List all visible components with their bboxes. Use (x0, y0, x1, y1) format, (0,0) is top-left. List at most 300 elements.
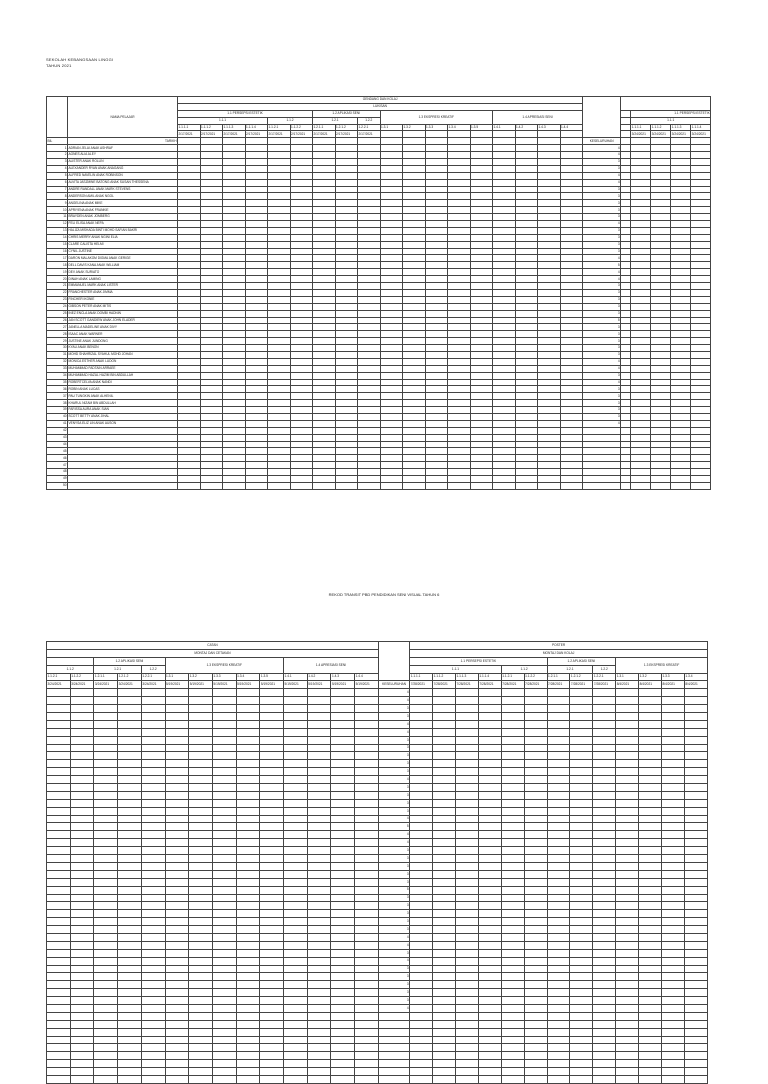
table-cell (290, 317, 313, 324)
table-cell (284, 870, 308, 878)
table-cell (631, 227, 651, 234)
table-cell (478, 862, 501, 870)
table-cell (284, 933, 308, 941)
table-cell (223, 393, 246, 400)
table-cell (671, 200, 691, 207)
table-cell (560, 165, 583, 172)
table-cell (493, 289, 516, 296)
table-cell (403, 234, 426, 241)
table-cell (355, 918, 379, 926)
table-cell (515, 317, 538, 324)
table-cell (355, 957, 379, 965)
student-name (68, 427, 178, 434)
table-cell (331, 1004, 355, 1012)
table-cell (200, 241, 223, 248)
table-cell (425, 145, 448, 152)
table-cell (94, 1020, 118, 1028)
table-cell (70, 752, 94, 760)
table-cell (313, 372, 336, 379)
table-cell (189, 705, 213, 713)
table-cell (448, 455, 471, 462)
table-cell (165, 878, 189, 886)
table-cell (661, 705, 684, 713)
table-cell (284, 1075, 308, 1083)
table-cell (616, 799, 639, 807)
table-cell (358, 296, 381, 303)
table-cell (355, 847, 379, 855)
code-header: 1.3.1 (165, 673, 189, 681)
table-cell (178, 393, 201, 400)
table-cell (47, 1060, 71, 1068)
table-cell (448, 262, 471, 269)
table-cell (94, 941, 118, 949)
table-cell (260, 847, 284, 855)
table-cell (560, 179, 583, 186)
table-cell (118, 886, 142, 894)
table-cell (684, 981, 707, 989)
code-header: 1.1.2.2 (524, 673, 547, 681)
overall-level: 4 (583, 276, 621, 283)
table-cell (560, 255, 583, 262)
table-cell (284, 768, 308, 776)
table-cell (425, 303, 448, 310)
table-cell (313, 165, 336, 172)
table-cell (501, 831, 524, 839)
table-cell (560, 172, 583, 179)
subgroup-header: 1.1.2 (268, 117, 313, 124)
table-cell (165, 855, 189, 863)
student-row (47, 358, 711, 365)
table-cell (236, 886, 260, 894)
student-row (47, 949, 708, 957)
table-cell (515, 303, 538, 310)
table-cell (223, 400, 246, 407)
group-header: 1.4 APRESIASI SENI (284, 657, 379, 673)
table-cell (616, 973, 639, 981)
table-cell (547, 894, 570, 902)
table-cell (355, 862, 379, 870)
table-cell (260, 894, 284, 902)
table-cell (593, 957, 616, 965)
table-cell (455, 768, 478, 776)
table-cell (621, 358, 631, 365)
table-cell (524, 926, 547, 934)
student-row (47, 193, 711, 200)
student-number: 36 (47, 386, 68, 393)
table-cell (671, 303, 691, 310)
table-cell (478, 831, 501, 839)
table-cell (691, 482, 711, 489)
student-number: 7 (47, 186, 68, 193)
table-cell (358, 221, 381, 228)
table-cell (284, 815, 308, 823)
table-cell (212, 752, 236, 760)
overall-level: 3 (583, 393, 621, 400)
table-cell (403, 289, 426, 296)
table-cell (47, 823, 71, 831)
table-cell (260, 1020, 284, 1028)
table-cell (448, 358, 471, 365)
table-cell (141, 1075, 165, 1083)
table-cell (118, 1044, 142, 1052)
table-cell (515, 407, 538, 414)
table-cell (524, 855, 547, 863)
table-cell (639, 736, 662, 744)
table-cell (691, 241, 711, 248)
table-cell (335, 227, 358, 234)
table-cell (410, 894, 433, 902)
table-cell (455, 957, 478, 965)
table-cell (260, 981, 284, 989)
table-cell (639, 997, 662, 1005)
table-cell (165, 1036, 189, 1044)
table-cell (621, 386, 631, 393)
table-cell (448, 462, 471, 469)
table-cell (410, 760, 433, 768)
table-cell (70, 736, 94, 744)
table-cell (631, 331, 651, 338)
overall-level: 3 (378, 878, 409, 886)
table-cell (684, 776, 707, 784)
table-cell (335, 358, 358, 365)
table-cell (684, 1012, 707, 1020)
table-cell (639, 720, 662, 728)
table-cell (538, 310, 561, 317)
table-cell (455, 847, 478, 855)
table-cell (236, 1075, 260, 1083)
table-cell (47, 776, 71, 784)
table-cell (189, 815, 213, 823)
table-cell (178, 262, 201, 269)
table-cell (165, 847, 189, 855)
table-cell (448, 469, 471, 476)
table-cell (621, 165, 631, 172)
table-cell (493, 372, 516, 379)
table-cell (639, 855, 662, 863)
table-cell (616, 949, 639, 957)
table-cell (284, 799, 308, 807)
table-cell (616, 997, 639, 1005)
table-cell (223, 386, 246, 393)
table-cell (691, 227, 711, 234)
table-cell (200, 289, 223, 296)
table-cell (307, 886, 331, 894)
table-cell (290, 441, 313, 448)
table-cell (651, 138, 671, 145)
table-cell (313, 441, 336, 448)
table-cell (524, 839, 547, 847)
table-cell (307, 902, 331, 910)
table-cell (470, 310, 493, 317)
table-cell (245, 365, 268, 372)
table-cell (691, 338, 711, 345)
table-cell (165, 752, 189, 760)
student-name (68, 441, 178, 448)
table-cell (189, 720, 213, 728)
table-cell (560, 241, 583, 248)
table-cell (661, 957, 684, 965)
table-cell (651, 331, 671, 338)
table-cell (651, 351, 671, 358)
table-cell (189, 1075, 213, 1083)
table-cell (245, 482, 268, 489)
table-cell (448, 296, 471, 303)
student-row (47, 941, 708, 949)
date-cell: 5/19/2021 (331, 681, 355, 689)
group-header: 1.2 APLIKASI SENI (547, 657, 616, 665)
table-cell (616, 736, 639, 744)
table-cell (478, 847, 501, 855)
student-row (47, 870, 708, 878)
section-title: GENDANG DAN KOLAJ (178, 97, 583, 104)
table-cell (223, 248, 246, 255)
overall-level: 3 (583, 331, 621, 338)
date-cell: 8/4/2021 (661, 681, 684, 689)
student-row (47, 989, 708, 997)
date-cell: 3/24/2021 (141, 681, 165, 689)
table-cell (189, 949, 213, 957)
student-row (47, 807, 708, 815)
table-cell (691, 345, 711, 352)
table-cell (358, 331, 381, 338)
table-cell (118, 941, 142, 949)
table-cell (547, 862, 570, 870)
table-cell (118, 989, 142, 997)
table-cell (358, 303, 381, 310)
table-cell (524, 1044, 547, 1052)
table-cell (538, 172, 561, 179)
table-cell (684, 870, 707, 878)
table-cell (178, 303, 201, 310)
table-cell (455, 855, 478, 863)
table-cell (410, 878, 433, 886)
table-cell (524, 886, 547, 894)
table-cell (165, 997, 189, 1005)
table-cell (165, 815, 189, 823)
table-cell (515, 448, 538, 455)
table-cell (268, 159, 291, 166)
table-cell (189, 894, 213, 902)
table-cell (403, 269, 426, 276)
table-cell (501, 855, 524, 863)
table-cell (178, 276, 201, 283)
table-cell (538, 165, 561, 172)
table-cell (189, 926, 213, 934)
table-cell (684, 862, 707, 870)
table-cell (200, 207, 223, 214)
student-number: 2 (47, 152, 68, 159)
table-cell (290, 324, 313, 331)
table-cell (671, 420, 691, 427)
table-cell (455, 697, 478, 705)
table-cell (671, 338, 691, 345)
table-cell (425, 310, 448, 317)
table-cell (236, 807, 260, 815)
table-cell (380, 448, 403, 455)
code-row (47, 673, 708, 681)
table-cell (560, 324, 583, 331)
table-cell (245, 214, 268, 221)
student-number: 45 (47, 448, 68, 455)
table-cell (455, 815, 478, 823)
student-number: 20 (47, 276, 68, 283)
table-cell (358, 372, 381, 379)
table-cell (284, 1020, 308, 1028)
table-cell (260, 760, 284, 768)
table-cell (616, 697, 639, 705)
table-cell (47, 878, 71, 886)
group-header: 1.1 PERSEPSI ESTETIK (410, 657, 547, 665)
table-cell (433, 768, 456, 776)
student-row (47, 689, 708, 697)
table-cell (245, 351, 268, 358)
table-cell (355, 752, 379, 760)
table-cell (331, 973, 355, 981)
table-cell (268, 310, 291, 317)
table-cell (501, 957, 524, 965)
group-header: 1.4 APRESIASI SENI (493, 110, 583, 124)
table-cell (245, 255, 268, 262)
table-cell (639, 1036, 662, 1044)
table-cell (268, 152, 291, 159)
table-cell (493, 386, 516, 393)
table-cell (560, 221, 583, 228)
table-cell (307, 768, 331, 776)
table-cell (165, 894, 189, 902)
table-cell (639, 815, 662, 823)
table-cell (470, 131, 493, 138)
table-cell (470, 413, 493, 420)
table-cell (493, 200, 516, 207)
table-cell (290, 413, 313, 420)
table-cell (661, 918, 684, 926)
table-cell (403, 448, 426, 455)
table-cell (455, 1075, 478, 1083)
student-number: 32 (47, 358, 68, 365)
table-cell (47, 799, 71, 807)
table-cell (335, 248, 358, 255)
table-cell (616, 1068, 639, 1076)
table-cell (493, 172, 516, 179)
table-cell (223, 482, 246, 489)
table-cell (118, 831, 142, 839)
table-cell (661, 933, 684, 941)
table-cell (671, 400, 691, 407)
overall-level: 4 (378, 831, 409, 839)
table-cell (141, 807, 165, 815)
table-cell (631, 221, 651, 228)
table-cell (455, 1036, 478, 1044)
table-cell (178, 455, 201, 462)
table-cell (268, 241, 291, 248)
student-number: 35 (47, 379, 68, 386)
table-cell (538, 427, 561, 434)
table-cell (47, 97, 68, 138)
table-cell (47, 791, 71, 799)
table-cell (661, 799, 684, 807)
table-cell (560, 434, 583, 441)
table-cell (212, 949, 236, 957)
table-cell (684, 1060, 707, 1068)
table-cell (455, 910, 478, 918)
table-cell (570, 784, 593, 792)
table-cell (165, 973, 189, 981)
table-cell (671, 441, 691, 448)
table-cell (189, 878, 213, 886)
table-cell (651, 358, 671, 365)
table-cell (448, 138, 471, 145)
table-cell (307, 784, 331, 792)
table-cell (661, 894, 684, 902)
student-name: AGNES ALIA ALEY (68, 152, 178, 159)
table-cell (661, 989, 684, 997)
table-cell (223, 345, 246, 352)
table-cell (493, 413, 516, 420)
table-cell (260, 713, 284, 721)
table-cell (631, 255, 651, 262)
table-cell (358, 482, 381, 489)
table-cell (380, 413, 403, 420)
table-cell (448, 159, 471, 166)
table-cell (307, 1020, 331, 1028)
table-cell (307, 1036, 331, 1044)
table-cell (236, 1036, 260, 1044)
table-cell (639, 926, 662, 934)
table-cell (684, 768, 707, 776)
table-cell (178, 248, 201, 255)
table-cell (178, 475, 201, 482)
table-cell (661, 831, 684, 839)
table-cell (70, 1068, 94, 1076)
table-cell (358, 420, 381, 427)
table-cell (335, 379, 358, 386)
student-row (47, 255, 711, 262)
table-cell (684, 1052, 707, 1060)
table-cell (501, 981, 524, 989)
table-cell (684, 949, 707, 957)
table-cell (307, 1075, 331, 1083)
table-cell (547, 886, 570, 894)
table-cell (200, 227, 223, 234)
table-cell (380, 131, 403, 138)
table-cell (380, 159, 403, 166)
overall-level (583, 448, 621, 455)
table-cell (335, 241, 358, 248)
student-row (47, 227, 711, 234)
table-cell (547, 918, 570, 926)
table-cell (455, 870, 478, 878)
table-cell (455, 997, 478, 1005)
table-cell (70, 941, 94, 949)
table-cell (671, 365, 691, 372)
table-cell (570, 823, 593, 831)
table-cell (538, 386, 561, 393)
student-row (47, 862, 708, 870)
table-cell (165, 1075, 189, 1083)
table-cell (189, 807, 213, 815)
table-cell (200, 455, 223, 462)
table-cell (47, 870, 71, 878)
table-cell (425, 269, 448, 276)
table-cell (268, 138, 291, 145)
table-cell (403, 283, 426, 290)
table-cell (651, 310, 671, 317)
table-cell (538, 358, 561, 365)
table-cell (651, 262, 671, 269)
table-cell (524, 981, 547, 989)
student-name (68, 434, 178, 441)
student-number: 31 (47, 351, 68, 358)
